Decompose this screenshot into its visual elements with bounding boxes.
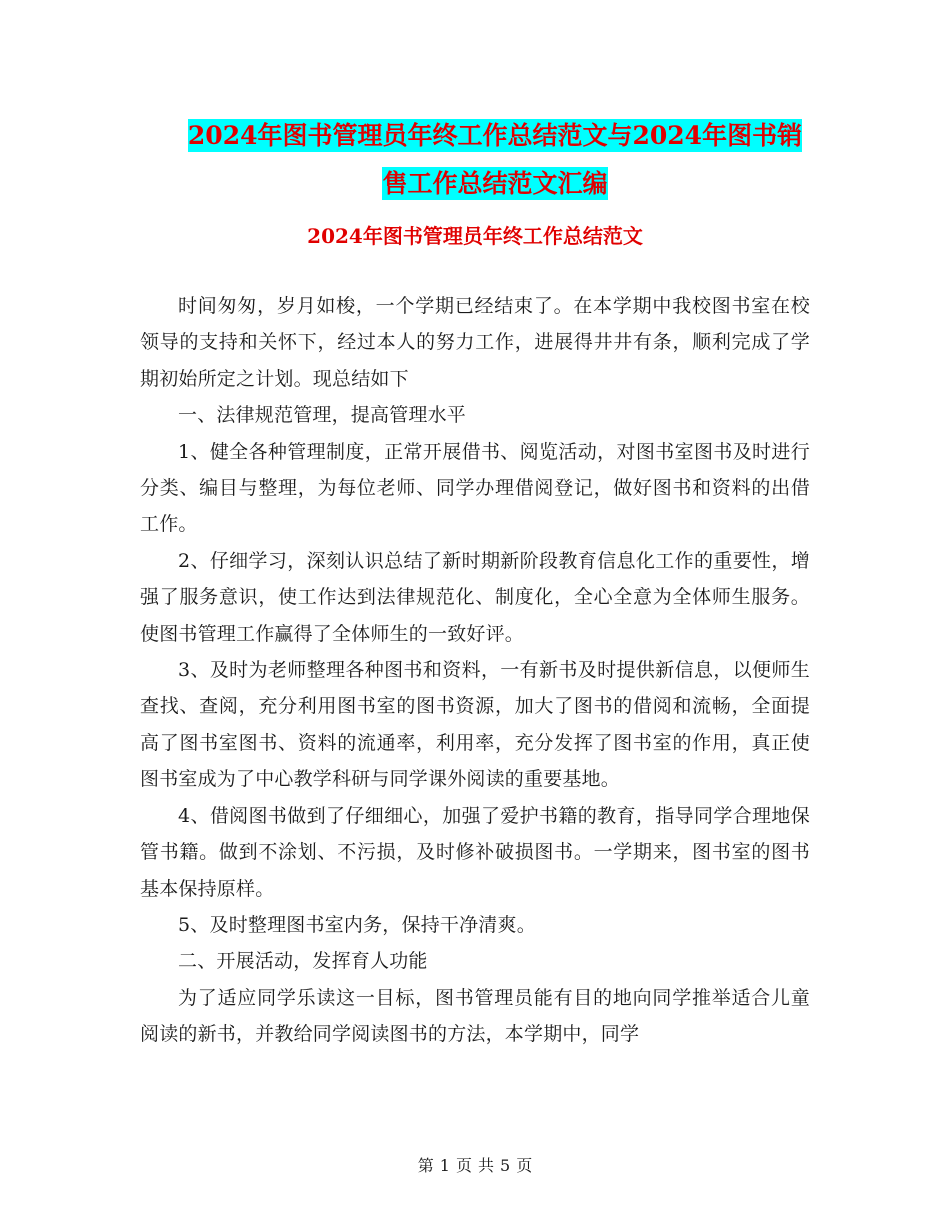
document-title — [140, 112, 850, 208]
footer-prefix: 第 — [417, 1156, 434, 1175]
footer-total-pages: 5 — [500, 1156, 511, 1175]
paragraph-item-4: 4、借阅图书做到了仔细细心，加强了爱护书籍的教育，指导同学合理地保管书籍。做到不涂划、不污损，及时修补破损图书。一学期来，图书室的图书基本保持原样。 — [140, 804, 810, 900]
document-title-line-1: 2024年图书管理员年终工作总结范文与2024年图书销 — [187, 121, 803, 150]
heading-section-2: 二、开展活动，发挥育人功能 — [178, 950, 428, 973]
heading-section-1: 一、法律规范管理，提高管理水平 — [178, 404, 467, 427]
footer-page-word: 页 — [455, 1156, 472, 1175]
document-body — [140, 288, 810, 1053]
paragraph-item-2: 2、仔细学习，深刻认识总结了新时期新阶段教育信息化工作的重要性，增强了服务意识，使工作达到法律规范化、制度化，全心全意为全体师生服务。使图书管理工作赢得了全体师生的一致好评。 — [140, 549, 810, 645]
paragraph-section-2: 为了适应同学乐读这一目标，图书管理员能有目的地向同学推举适合儿童阅读的新书，并教给同学阅读图书的方法，本学期中，同学 — [140, 986, 810, 1046]
paragraph-item-1: 1、健全各种管理制度，正常开展借书、阅览活动，对图书室图书及时进行分类、编目与整理，为每位老师、同学办理借阅登记，做好图书和资料的出借工作。 — [140, 440, 810, 536]
footer-page-number: 1 — [439, 1156, 450, 1175]
footer-total-word: 共 — [478, 1156, 495, 1175]
footer-suffix: 页 — [516, 1156, 533, 1175]
page-footer — [0, 1153, 950, 1176]
section-title: 2024年图书管理员年终工作总结范文 — [307, 224, 643, 248]
document-title-line-2: 售工作总结范文汇编 — [382, 169, 608, 198]
paragraph-intro: 时间匆匆，岁月如梭，一个学期已经结束了。在本学期中我校图书室在校领导的支持和关怀下，经过本人的努力工作，进展得井井有条，顺利完成了学期初始所定之计划。现总结如下 — [140, 295, 810, 390]
paragraph-item-5: 5、及时整理图书室内务，保持干净清爽。 — [178, 913, 536, 936]
paragraph-item-3: 3、及时为老师整理各种图书和资料，一有新书及时提供新信息，以便师生查找、查阅，充分利用图书室的图书资源，加大了图书的借阅和流畅，全面提高了图书室图书、资料的流通率，利用率，充分发挥了图书室的作用，真正使图书室成为了中心教学科研与同学课外阅读的重要基地。 — [140, 659, 810, 791]
